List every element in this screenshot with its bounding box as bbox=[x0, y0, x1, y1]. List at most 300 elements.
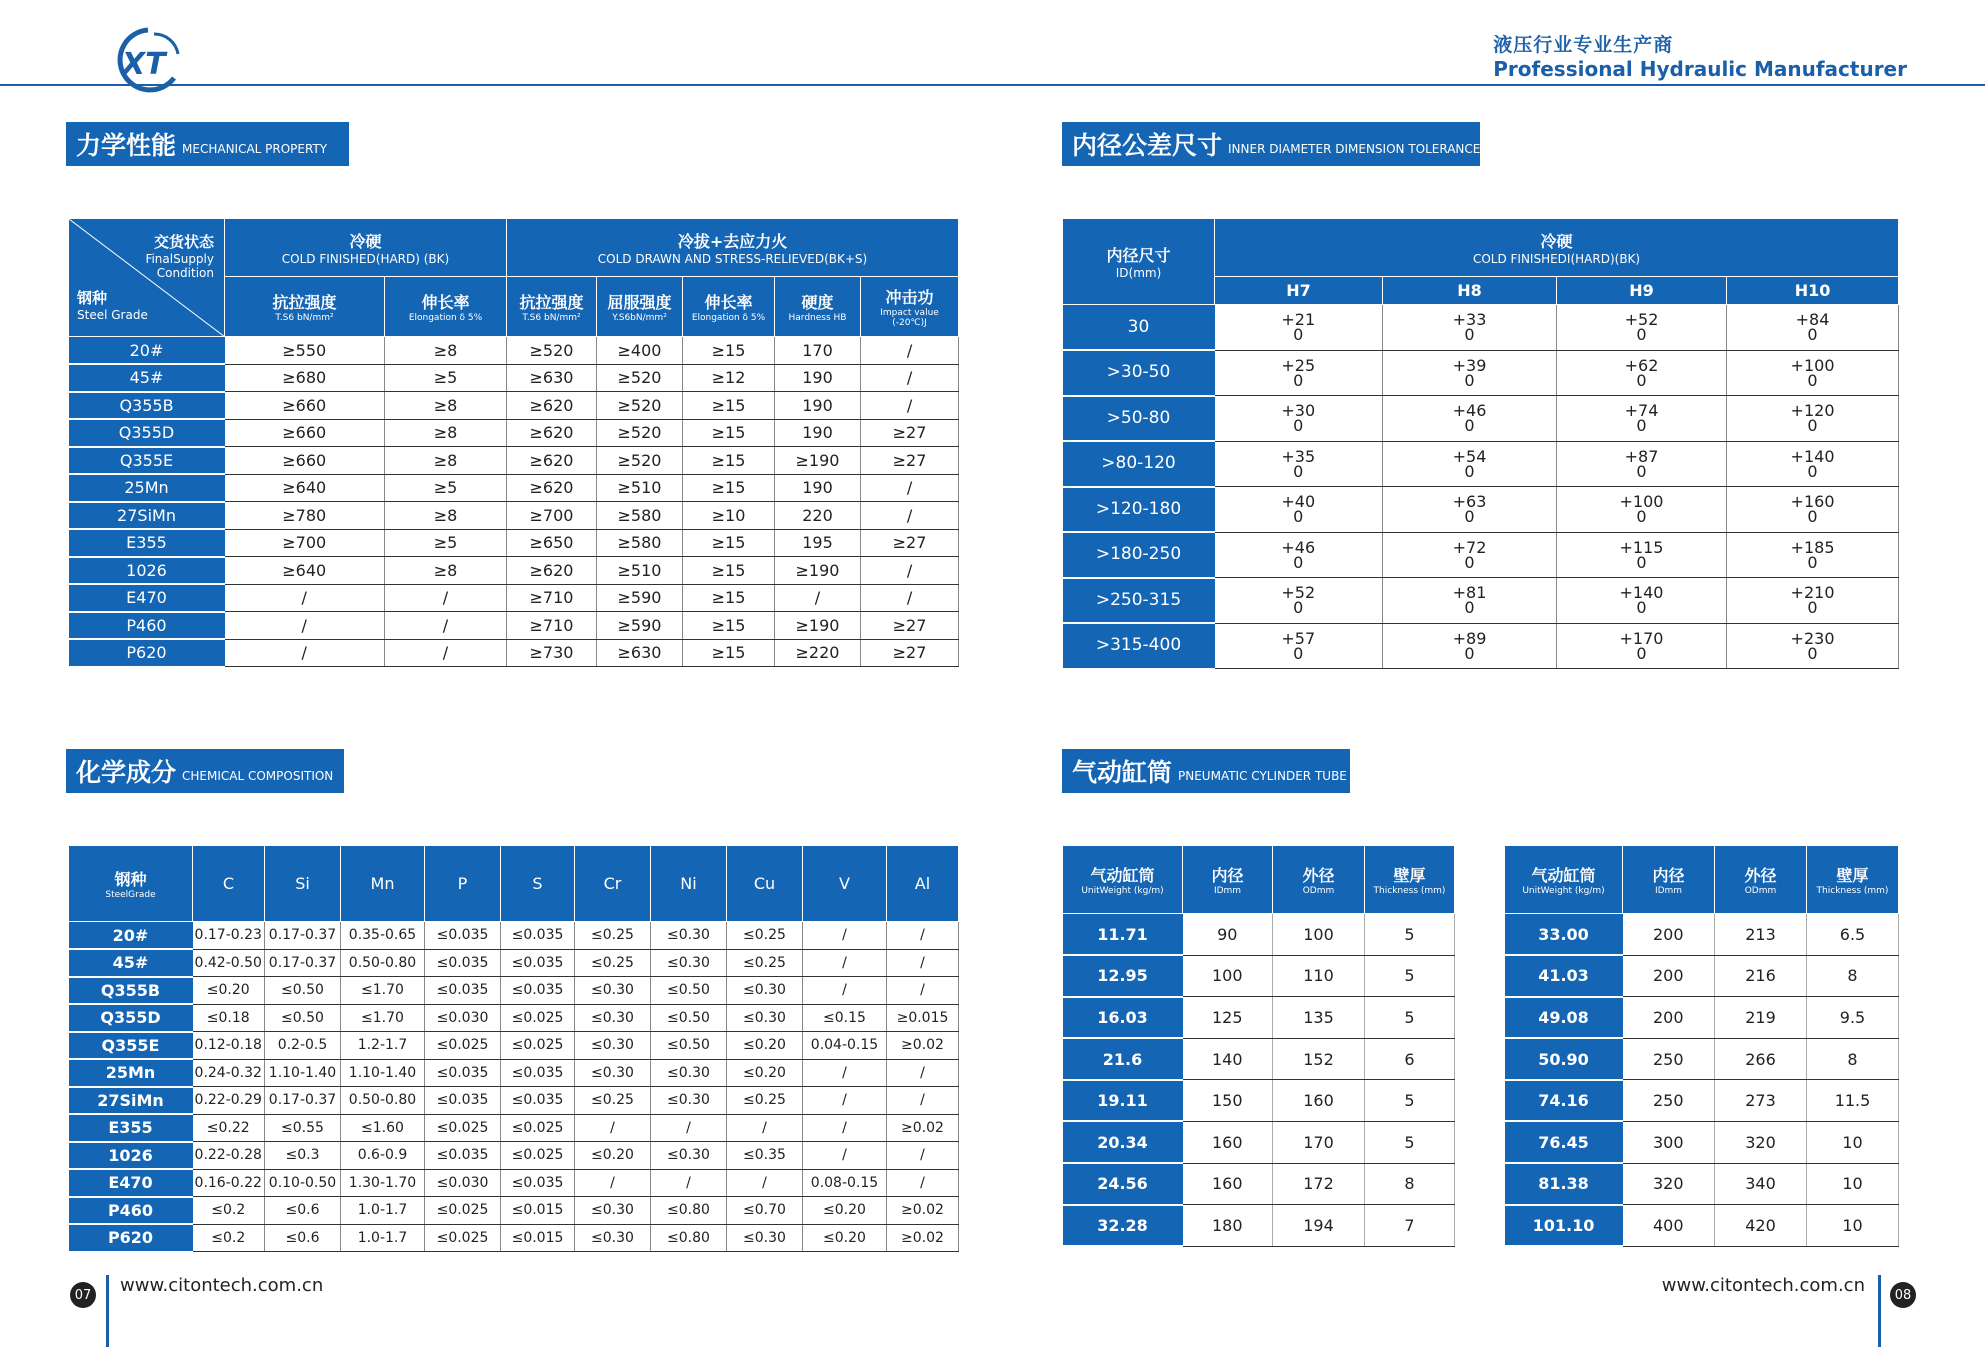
corner-en: SteelGrade bbox=[105, 890, 156, 900]
lower-deviation: 0 bbox=[1636, 552, 1647, 572]
upper-deviation: +33 bbox=[1452, 310, 1487, 330]
table-cell: ≤0.035 bbox=[501, 1059, 575, 1087]
table-cell: ≤1.70 bbox=[341, 977, 425, 1005]
table-cell: ≥15 bbox=[683, 639, 775, 667]
table-cell: 190 bbox=[775, 392, 861, 420]
row-header-cell: 24.56 bbox=[1063, 1163, 1183, 1205]
table-cell: 180 bbox=[1183, 1205, 1273, 1247]
row-header-cell: 25Mn bbox=[69, 474, 225, 502]
table-cell: ≥510 bbox=[597, 557, 683, 585]
table-cell: ≥580 bbox=[597, 529, 683, 557]
tolerance-cell bbox=[1215, 623, 1383, 669]
row-header-cell: >180-250 bbox=[1063, 532, 1215, 578]
table-cell: ≥630 bbox=[597, 639, 683, 667]
table-row bbox=[1063, 914, 1455, 956]
table-cell: / bbox=[803, 1114, 887, 1142]
table-cell: / bbox=[803, 922, 887, 950]
tolerance-cell bbox=[1557, 396, 1727, 442]
upper-deviation: +87 bbox=[1624, 446, 1659, 466]
section-title-cn: 气动缸筒 bbox=[1072, 758, 1173, 787]
table-cell: ≥640 bbox=[225, 474, 385, 502]
table-cell: ≥620 bbox=[507, 557, 597, 585]
row-header-cell: E355 bbox=[69, 1114, 193, 1142]
tolerance-cell bbox=[1727, 487, 1899, 533]
table-cell: 8 bbox=[1807, 955, 1899, 997]
tolerance-cell bbox=[1727, 578, 1899, 624]
table-cell: / bbox=[861, 364, 959, 392]
table-row bbox=[69, 529, 959, 557]
section-title-inner-diameter bbox=[1062, 122, 1480, 166]
table-cell: 135 bbox=[1273, 997, 1365, 1039]
row-header-cell: Q355B bbox=[69, 977, 193, 1005]
table-cell: ≥0.015 bbox=[887, 1004, 959, 1032]
row-header-cell: P620 bbox=[69, 639, 225, 667]
table-row bbox=[1505, 914, 1899, 956]
table-cell: ≥15 bbox=[683, 529, 775, 557]
table-row bbox=[1063, 396, 1899, 442]
corner-cn: 钢种 bbox=[114, 870, 147, 889]
row-header-cell: Q355B bbox=[69, 392, 225, 420]
page-number-right: 08 bbox=[1890, 1282, 1916, 1308]
table-cell: ≤0.30 bbox=[575, 977, 651, 1005]
row-header-cell: 50.90 bbox=[1505, 1038, 1623, 1080]
table-cell: ≤0.6 bbox=[265, 1224, 341, 1252]
table-row bbox=[69, 639, 959, 667]
table-cell: 110 bbox=[1273, 955, 1365, 997]
table-cell: ≤0.25 bbox=[727, 922, 803, 950]
row-header-cell: 19.11 bbox=[1063, 1080, 1183, 1122]
tolerance-cell bbox=[1557, 487, 1727, 533]
table-cell: ≥520 bbox=[597, 419, 683, 447]
table-cell: / bbox=[887, 1059, 959, 1087]
table-cell: 160 bbox=[1273, 1080, 1365, 1122]
tolerance-cell bbox=[1727, 305, 1899, 351]
table-row bbox=[1063, 578, 1899, 624]
table-cell: ≤0.035 bbox=[501, 1087, 575, 1115]
table-cell: 1.10-1.40 bbox=[265, 1059, 341, 1087]
table-cell: ≤0.30 bbox=[575, 1224, 651, 1252]
table-cell: ≤0.20 bbox=[727, 1059, 803, 1087]
table-cell: ≥0.02 bbox=[887, 1197, 959, 1225]
table-cell: 0.08-0.15 bbox=[803, 1169, 887, 1197]
table-cell: ≥15 bbox=[683, 584, 775, 612]
col-header: 气动缸筒 UnitWeight (kg/m) bbox=[1063, 846, 1183, 914]
table-cell: ≤0.20 bbox=[803, 1224, 887, 1252]
row-header-cell: 30 bbox=[1063, 305, 1215, 351]
section-title-pneumatic bbox=[1062, 749, 1350, 793]
tolerance-cell bbox=[1215, 578, 1383, 624]
tolerance-cell bbox=[1383, 487, 1557, 533]
table-cell: 219 bbox=[1715, 997, 1807, 1039]
row-header-cell: E470 bbox=[69, 1169, 193, 1197]
section-title-chemical bbox=[66, 749, 344, 793]
table-cell: / bbox=[861, 502, 959, 530]
table-cell: ≤0.50 bbox=[651, 1004, 727, 1032]
table-cell: 213 bbox=[1715, 914, 1807, 956]
table-cell: 250 bbox=[1623, 1080, 1715, 1122]
row-header-cell: 16.03 bbox=[1063, 997, 1183, 1039]
table-cell: ≥0.02 bbox=[887, 1032, 959, 1060]
table-cell: / bbox=[385, 639, 507, 667]
tolerance-cell bbox=[1215, 487, 1383, 533]
table-cell: ≥8 bbox=[385, 502, 507, 530]
table-cell: ≥550 bbox=[225, 337, 385, 365]
tolerance-cell bbox=[1215, 396, 1383, 442]
tolerance-cell bbox=[1727, 623, 1899, 669]
table-cell: ≤0.035 bbox=[501, 922, 575, 950]
col-header: 伸长率 Elongation δ 5% bbox=[683, 277, 775, 337]
table-cell: / bbox=[727, 1169, 803, 1197]
table-cell: ≥15 bbox=[683, 474, 775, 502]
upper-deviation: +89 bbox=[1452, 628, 1487, 648]
table-row bbox=[1505, 997, 1899, 1039]
table-cell: ≥15 bbox=[683, 419, 775, 447]
row-header-cell: 20# bbox=[69, 922, 193, 950]
table-cell: ≤0.015 bbox=[501, 1224, 575, 1252]
table-cell: ≤0.50 bbox=[651, 1032, 727, 1060]
corner-delivery-en2: Condition bbox=[156, 266, 214, 280]
table-cell: ≤0.3 bbox=[265, 1142, 341, 1170]
lower-deviation: 0 bbox=[1464, 507, 1475, 527]
table-cell: / bbox=[651, 1169, 727, 1197]
table-cell: ≤0.30 bbox=[651, 949, 727, 977]
tolerance-cell bbox=[1727, 532, 1899, 578]
tolerance-cell bbox=[1727, 350, 1899, 396]
tolerance-cell bbox=[1557, 623, 1727, 669]
row-header-cell: P620 bbox=[69, 1224, 193, 1252]
tolerance-cell bbox=[1557, 532, 1727, 578]
table-row bbox=[1063, 350, 1899, 396]
table-cell: 0.42-0.50 bbox=[193, 949, 265, 977]
row-header-cell: 27SiMn bbox=[69, 1087, 193, 1115]
mechanical-property-table bbox=[68, 218, 959, 668]
group-header-cold-drawn bbox=[507, 219, 959, 277]
table-row bbox=[69, 1169, 959, 1197]
table-cell: ≤0.025 bbox=[501, 1004, 575, 1032]
section-title-en: PNEUMATIC CYLINDER TUBE bbox=[1178, 769, 1347, 783]
table-cell: ≥15 bbox=[683, 447, 775, 475]
tolerance-cell bbox=[1215, 441, 1383, 487]
table-row bbox=[1505, 1080, 1899, 1122]
table-cell: 5 bbox=[1365, 997, 1455, 1039]
col-header: 伸长率 Elongation δ 5% bbox=[385, 277, 507, 337]
table-cell: 10 bbox=[1807, 1205, 1899, 1247]
table-cell: ≤0.70 bbox=[727, 1197, 803, 1225]
lower-deviation: 0 bbox=[1636, 370, 1647, 390]
col-header: Cr bbox=[575, 846, 651, 922]
col-header: Si bbox=[265, 846, 341, 922]
table-cell: ≥640 bbox=[225, 557, 385, 585]
table-cell: 100 bbox=[1183, 955, 1273, 997]
lower-deviation: 0 bbox=[1807, 325, 1818, 345]
table-cell: ≥15 bbox=[683, 612, 775, 640]
table-cell: ≤0.80 bbox=[651, 1224, 727, 1252]
table-cell: 90 bbox=[1183, 914, 1273, 956]
group-cn: 冷拔+去应力火 bbox=[677, 232, 788, 251]
table-cell: ≤0.30 bbox=[651, 1087, 727, 1115]
table-cell: ≥220 bbox=[775, 639, 861, 667]
table-cell: ≤0.35 bbox=[727, 1142, 803, 1170]
upper-deviation: +210 bbox=[1790, 583, 1835, 603]
lower-deviation: 0 bbox=[1807, 461, 1818, 481]
section-title-cn: 内径公差尺寸 bbox=[1072, 131, 1223, 160]
lower-deviation: 0 bbox=[1807, 552, 1818, 572]
table-row bbox=[69, 1224, 959, 1252]
table-cell: ≤0.50 bbox=[265, 977, 341, 1005]
row-header-cell: >315-400 bbox=[1063, 623, 1215, 669]
table-row bbox=[69, 1114, 959, 1142]
footer-divider-right bbox=[1878, 1275, 1881, 1347]
col-header: Ni bbox=[651, 846, 727, 922]
table-cell: / bbox=[385, 584, 507, 612]
table-cell: / bbox=[861, 557, 959, 585]
table-row bbox=[1063, 623, 1899, 669]
lower-deviation: 0 bbox=[1293, 416, 1304, 436]
table-cell: 0.04-0.15 bbox=[803, 1032, 887, 1060]
table-cell: 194 bbox=[1273, 1205, 1365, 1247]
table-row bbox=[69, 977, 959, 1005]
row-header-cell: 49.08 bbox=[1505, 997, 1623, 1039]
table-cell: ≥27 bbox=[861, 612, 959, 640]
corner-en: ID(mm) bbox=[1115, 266, 1162, 280]
table-cell: 0.24-0.32 bbox=[193, 1059, 265, 1087]
table-cell: ≥630 bbox=[507, 364, 597, 392]
table-cell: ≤0.015 bbox=[501, 1197, 575, 1225]
row-header-cell: 101.10 bbox=[1505, 1205, 1623, 1247]
tolerance-cell bbox=[1383, 578, 1557, 624]
col-header: 冲击功 Impact value (-20℃)J bbox=[861, 277, 959, 337]
table-cell: ≤0.2 bbox=[193, 1197, 265, 1225]
lower-deviation: 0 bbox=[1807, 370, 1818, 390]
table-cell: 1.2-1.7 bbox=[341, 1032, 425, 1060]
table-cell: 6 bbox=[1365, 1038, 1455, 1080]
lower-deviation: 0 bbox=[1293, 461, 1304, 481]
table-cell: ≥620 bbox=[507, 419, 597, 447]
table-cell: ≥27 bbox=[861, 419, 959, 447]
table-cell: / bbox=[803, 1142, 887, 1170]
table-cell: 160 bbox=[1183, 1163, 1273, 1205]
table-cell: ≤0.035 bbox=[501, 949, 575, 977]
table-cell: 5 bbox=[1365, 1121, 1455, 1163]
upper-deviation: +35 bbox=[1281, 446, 1316, 466]
table-cell: ≥620 bbox=[507, 392, 597, 420]
table-cell: ≥5 bbox=[385, 474, 507, 502]
table-cell: ≤0.50 bbox=[265, 1004, 341, 1032]
table-cell: ≥520 bbox=[597, 392, 683, 420]
col-header: 气动缸筒 UnitWeight (kg/m) bbox=[1505, 846, 1623, 914]
section-title-cn: 力学性能 bbox=[76, 131, 177, 160]
table-cell: 10 bbox=[1807, 1163, 1899, 1205]
lower-deviation: 0 bbox=[1464, 598, 1475, 618]
table-cell: ≥660 bbox=[225, 419, 385, 447]
table-cell: 0.50-0.80 bbox=[341, 1087, 425, 1115]
table-cell: 0.17-0.37 bbox=[265, 922, 341, 950]
corner-grade-cn: 钢种 bbox=[77, 289, 108, 307]
corner-grade-en: Steel Grade bbox=[77, 308, 148, 322]
table-cell: / bbox=[803, 1087, 887, 1115]
table-cell: ≤0.25 bbox=[575, 949, 651, 977]
inner-diameter-tolerance-table bbox=[1062, 218, 1899, 670]
col-header: Mn bbox=[341, 846, 425, 922]
table-cell: ≥8 bbox=[385, 419, 507, 447]
corner-cn: 内径尺寸 bbox=[1106, 246, 1171, 265]
col-header: V bbox=[803, 846, 887, 922]
table-cell: 1.0-1.7 bbox=[341, 1197, 425, 1225]
tolerance-cell bbox=[1215, 350, 1383, 396]
group-en: COLD DRAWN AND STRESS-RELIEVED(BK+S) bbox=[597, 252, 868, 266]
col-header: 内径 IDmm bbox=[1623, 846, 1715, 914]
col-header: H8 bbox=[1383, 277, 1557, 305]
pneumatic-table-right bbox=[1504, 845, 1899, 1247]
row-header-cell: 1026 bbox=[69, 557, 225, 585]
table-cell: 11.5 bbox=[1807, 1080, 1899, 1122]
table-cell: ≤1.70 bbox=[341, 1004, 425, 1032]
brand-tagline-cn: 液压行业专业生产商 bbox=[1493, 34, 1674, 56]
row-header-cell: 81.38 bbox=[1505, 1163, 1623, 1205]
section-title-mechanical bbox=[66, 122, 349, 166]
table-cell: ≤0.2 bbox=[193, 1224, 265, 1252]
table-cell: ≥590 bbox=[597, 584, 683, 612]
lower-deviation: 0 bbox=[1807, 598, 1818, 618]
table-cell: ≤0.30 bbox=[575, 1059, 651, 1087]
table-cell: ≤0.20 bbox=[193, 977, 265, 1005]
table-cell: 190 bbox=[775, 419, 861, 447]
table-cell: ≥190 bbox=[775, 557, 861, 585]
table-row bbox=[69, 1087, 959, 1115]
table-cell: ≥590 bbox=[597, 612, 683, 640]
lower-deviation: 0 bbox=[1807, 643, 1818, 663]
row-header-cell: P460 bbox=[69, 1197, 193, 1225]
table-cell: 152 bbox=[1273, 1038, 1365, 1080]
tolerance-cell bbox=[1383, 623, 1557, 669]
upper-deviation: +25 bbox=[1281, 355, 1316, 375]
table-cell: ≥8 bbox=[385, 392, 507, 420]
table-cell: 172 bbox=[1273, 1163, 1365, 1205]
table-cell: ≤0.20 bbox=[575, 1142, 651, 1170]
upper-deviation: +40 bbox=[1281, 492, 1316, 512]
table-cell: 125 bbox=[1183, 997, 1273, 1039]
table-cell: ≤0.025 bbox=[501, 1114, 575, 1142]
table-cell: ≥620 bbox=[507, 474, 597, 502]
table-cell: / bbox=[803, 949, 887, 977]
table-cell: ≤0.030 bbox=[425, 1169, 501, 1197]
row-header-cell: E355 bbox=[69, 529, 225, 557]
table-cell: 0.16-0.22 bbox=[193, 1169, 265, 1197]
group-header-cold-finished bbox=[1215, 219, 1899, 277]
table-cell: ≥190 bbox=[775, 447, 861, 475]
table-cell: ≤0.025 bbox=[501, 1142, 575, 1170]
table-cell: 190 bbox=[775, 364, 861, 392]
row-header-cell: >120-180 bbox=[1063, 487, 1215, 533]
table-cell: ≥710 bbox=[507, 584, 597, 612]
lower-deviation: 0 bbox=[1464, 370, 1475, 390]
table-cell: 5 bbox=[1365, 914, 1455, 956]
tolerance-cell bbox=[1727, 441, 1899, 487]
row-header-cell: 20.34 bbox=[1063, 1121, 1183, 1163]
table-cell: ≤0.025 bbox=[425, 1197, 501, 1225]
table-row bbox=[69, 1004, 959, 1032]
table-cell: ≤0.035 bbox=[501, 977, 575, 1005]
table-cell: 9.5 bbox=[1807, 997, 1899, 1039]
table-cell: ≤0.30 bbox=[651, 1059, 727, 1087]
table-cell: ≥15 bbox=[683, 337, 775, 365]
table-cell: 1.30-1.70 bbox=[341, 1169, 425, 1197]
table-row bbox=[1505, 1121, 1899, 1163]
lower-deviation: 0 bbox=[1636, 325, 1647, 345]
table-cell: / bbox=[887, 949, 959, 977]
lower-deviation: 0 bbox=[1293, 598, 1304, 618]
upper-deviation: +54 bbox=[1452, 446, 1487, 466]
table-cell: ≤0.55 bbox=[265, 1114, 341, 1142]
lower-deviation: 0 bbox=[1636, 598, 1647, 618]
lower-deviation: 0 bbox=[1636, 643, 1647, 663]
table-cell: 273 bbox=[1715, 1080, 1807, 1122]
table-cell: / bbox=[861, 584, 959, 612]
col-header: 外径 ODmm bbox=[1715, 846, 1807, 914]
table-row bbox=[1063, 1205, 1455, 1247]
table-cell: ≤0.22 bbox=[193, 1114, 265, 1142]
table-cell: ≥0.02 bbox=[887, 1114, 959, 1142]
table-cell: 1.10-1.40 bbox=[341, 1059, 425, 1087]
table-cell: ≤0.30 bbox=[727, 1004, 803, 1032]
lower-deviation: 0 bbox=[1464, 325, 1475, 345]
table-row bbox=[1063, 997, 1455, 1039]
table-cell: ≥520 bbox=[597, 447, 683, 475]
table-cell: 190 bbox=[775, 474, 861, 502]
table-cell: 320 bbox=[1623, 1163, 1715, 1205]
row-header-cell: 21.6 bbox=[1063, 1038, 1183, 1080]
table-cell: 0.17-0.37 bbox=[265, 949, 341, 977]
table-cell: ≤0.6 bbox=[265, 1197, 341, 1225]
table-cell: 200 bbox=[1623, 914, 1715, 956]
table-cell: ≥27 bbox=[861, 447, 959, 475]
table-row bbox=[1063, 532, 1899, 578]
table-cell: ≥700 bbox=[225, 529, 385, 557]
table-cell: ≥27 bbox=[861, 529, 959, 557]
table-row bbox=[69, 502, 959, 530]
row-header-cell: 33.00 bbox=[1505, 914, 1623, 956]
website-link-left[interactable]: www.citontech.com.cn bbox=[120, 1275, 324, 1296]
website-link-right[interactable]: www.citontech.com.cn bbox=[1661, 1275, 1865, 1296]
table-row bbox=[69, 474, 959, 502]
table-cell: ≥620 bbox=[507, 447, 597, 475]
table-cell: 160 bbox=[1183, 1121, 1273, 1163]
table-cell: 0.12-0.18 bbox=[193, 1032, 265, 1060]
table-cell: ≥5 bbox=[385, 529, 507, 557]
row-header-cell: Q355E bbox=[69, 1032, 193, 1060]
group-header-cold-finished bbox=[225, 219, 507, 277]
table-cell: 200 bbox=[1623, 955, 1715, 997]
table-cell: / bbox=[775, 584, 861, 612]
table-cell: ≤0.035 bbox=[425, 1142, 501, 1170]
table-cell: 150 bbox=[1183, 1080, 1273, 1122]
section-title-en: INNER DIAMETER DIMENSION TOLERANCE bbox=[1228, 142, 1481, 156]
table-cell: 140 bbox=[1183, 1038, 1273, 1080]
col-header: 外径 ODmm bbox=[1273, 846, 1365, 914]
table-row bbox=[1063, 441, 1899, 487]
table-cell: ≤0.030 bbox=[425, 1004, 501, 1032]
row-header-cell: 12.95 bbox=[1063, 955, 1183, 997]
table-cell: 5 bbox=[1365, 955, 1455, 997]
table-cell: 7 bbox=[1365, 1205, 1455, 1247]
lower-deviation: 0 bbox=[1636, 507, 1647, 527]
group-en: COLD FINISHEDI(HARD)(BK) bbox=[1472, 252, 1641, 266]
row-header-cell: P460 bbox=[69, 612, 225, 640]
table-row bbox=[1063, 955, 1455, 997]
tolerance-cell bbox=[1215, 532, 1383, 578]
lower-deviation: 0 bbox=[1464, 552, 1475, 572]
lower-deviation: 0 bbox=[1636, 461, 1647, 481]
